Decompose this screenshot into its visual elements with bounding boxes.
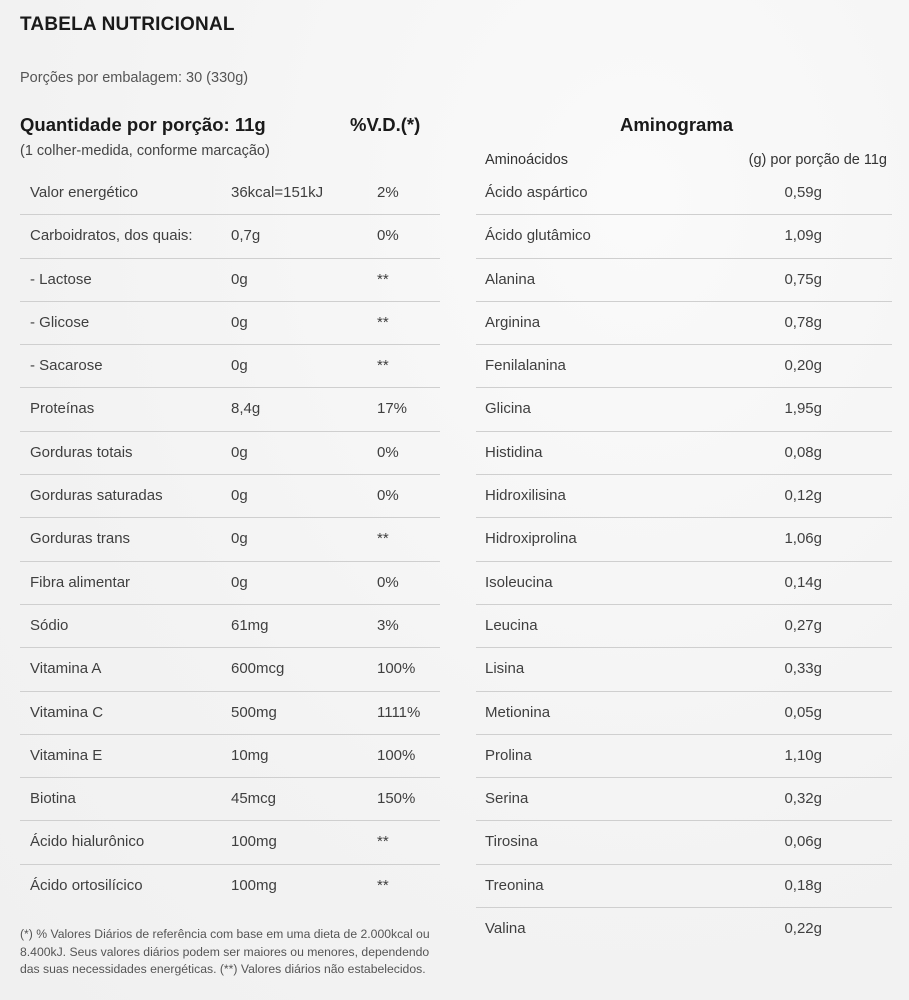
table-row [476, 302, 892, 345]
amino-acid-name: Tirosina [485, 833, 538, 851]
nutrient-amount: 0g [231, 487, 248, 505]
table-row [476, 692, 892, 735]
table-row [476, 821, 892, 864]
table-row [476, 172, 892, 215]
nutrient-name: Vitamina E [30, 746, 103, 764]
table-row [476, 518, 892, 561]
amount-column-header: (g) por porção de 11g [748, 152, 887, 168]
nutrient-amount: 0g [231, 530, 248, 548]
table-row [476, 432, 892, 475]
nutrient-daily-value: ** [377, 357, 389, 375]
nutrient-name: Gorduras totais [30, 443, 133, 461]
table-row [20, 865, 440, 908]
amino-acid-amount: 0,14g [784, 573, 822, 591]
table-row [476, 865, 892, 908]
table-row [476, 605, 892, 648]
amino-acid-name: Treonina [485, 876, 544, 894]
table-row [20, 605, 440, 648]
amino-acid-amount: 0,32g [784, 790, 822, 808]
nutrient-name: Carboidratos, dos quais: [30, 227, 193, 245]
nutrient-daily-value: 100% [377, 660, 416, 678]
amino-acid-amount: 0,78g [784, 313, 822, 331]
nutrient-daily-value: ** [377, 270, 389, 288]
page-title: TABELA NUTRICIONAL [20, 14, 235, 35]
aminogram-table [476, 172, 892, 951]
table-row [20, 215, 440, 258]
nutrient-name: Vitamina A [30, 660, 102, 678]
nutrition-header [20, 114, 440, 140]
nutrient-daily-value: ** [377, 876, 389, 894]
table-row [476, 735, 892, 778]
amino-column-header: Aminoácidos [485, 152, 569, 168]
nutrient-name: Ácido ortosilícico [30, 876, 143, 894]
nutrient-amount: 10mg [231, 746, 269, 764]
daily-value-heading: %V.D.(*) [350, 114, 421, 135]
amino-acid-name: Histidina [485, 443, 543, 461]
amino-acid-amount: 0,05g [784, 703, 822, 721]
nutrient-amount: 0g [231, 357, 248, 375]
nutrient-name: - Sacarose [30, 357, 103, 375]
nutrient-amount: 0g [231, 270, 248, 288]
table-row [476, 908, 892, 951]
nutrient-daily-value: 0% [377, 443, 399, 461]
nutrient-daily-value: 1111% [377, 703, 421, 721]
nutrient-daily-value: 3% [377, 616, 399, 634]
amino-acid-name: Hidroxiprolina [485, 530, 577, 548]
nutrient-daily-value: 0% [377, 487, 399, 505]
aminogram-header [476, 150, 892, 172]
table-row [20, 345, 440, 388]
nutrient-amount: 45mcg [231, 790, 277, 808]
table-row [20, 518, 440, 561]
amino-acid-amount: 0,06g [784, 833, 822, 851]
table-row [20, 821, 440, 864]
amino-acid-amount: 0,59g [784, 184, 822, 201]
table-row [20, 388, 440, 431]
nutrient-name: - Lactose [30, 270, 92, 288]
amino-acid-amount: 1,06g [784, 530, 822, 548]
amino-acid-name: Isoleucina [485, 573, 553, 591]
nutrient-daily-value: ** [377, 530, 389, 548]
table-row [20, 432, 440, 475]
amino-acid-name: Prolina [485, 746, 532, 764]
amino-acid-amount: 1,10g [784, 746, 822, 764]
amino-acid-name: Serina [485, 790, 529, 808]
servings-per-package: Porções por embalagem: 30 (330g) [20, 70, 249, 86]
table-row [476, 475, 892, 518]
serving-quantity-heading: Quantidade por porção: 11g [20, 114, 266, 135]
amino-acid-amount: 1,95g [784, 400, 822, 418]
aminogram-title: Aminograma [620, 114, 734, 135]
table-row [20, 475, 440, 518]
nutrient-amount: 0g [231, 313, 248, 331]
table-row [476, 388, 892, 431]
amino-acid-amount: 0,20g [784, 357, 822, 375]
amino-acid-name: Valina [485, 920, 526, 938]
amino-acid-name: Ácido aspártico [485, 184, 588, 201]
table-row [476, 259, 892, 302]
table-row [20, 562, 440, 605]
nutrient-name: - Glicose [30, 313, 90, 331]
amino-acid-name: Metionina [485, 703, 551, 721]
nutrient-name: Biotina [30, 790, 76, 808]
amino-acid-amount: 0,75g [784, 270, 822, 288]
nutrient-name: Sódio [30, 616, 69, 634]
table-row [476, 562, 892, 605]
nutrient-amount: 100mg [231, 876, 277, 894]
footnote: (*) % Valores Diários de referência com base em uma dieta de 2.000kcal ou 8.400kJ. Seus valores diários podem ser maiores ou menores, dependendo das suas necessidades energéticas. (**) Valores diários não estabelecidos. [20, 927, 430, 976]
nutrition-table [20, 172, 440, 908]
nutrient-amount: 0,7g [231, 227, 261, 245]
amino-acid-amount: 0,33g [784, 660, 822, 678]
amino-acid-name: Glicina [485, 400, 531, 418]
nutrient-daily-value: ** [377, 313, 389, 331]
nutrient-daily-value: ** [377, 833, 389, 851]
nutrient-daily-value: 0% [377, 227, 399, 245]
nutrient-daily-value: 17% [377, 400, 408, 418]
amino-acid-amount: 0,08g [784, 443, 822, 461]
amino-acid-amount: 0,22g [784, 920, 822, 938]
nutrient-daily-value: 2% [377, 184, 399, 201]
amino-acid-amount: 0,27g [784, 616, 822, 634]
serving-description: (1 colher-medida, conforme marcação) [20, 143, 270, 159]
nutrient-daily-value: 150% [377, 790, 416, 808]
nutrient-name: Vitamina C [30, 703, 104, 721]
nutrient-amount: 0g [231, 573, 248, 591]
table-row [20, 302, 440, 345]
nutrient-amount: 61mg [231, 616, 269, 634]
amino-acid-name: Lisina [485, 660, 525, 678]
nutrient-amount: 600mcg [231, 660, 285, 678]
table-row [20, 692, 440, 735]
table-row [476, 215, 892, 258]
nutrient-name: Valor energético [30, 184, 139, 201]
table-row [20, 259, 440, 302]
table-row [20, 735, 440, 778]
nutrient-name: Gorduras trans [30, 530, 131, 548]
table-row [20, 172, 440, 215]
nutrient-daily-value: 0% [377, 573, 399, 591]
nutrient-name: Gorduras saturadas [30, 487, 163, 505]
amino-acid-amount: 0,18g [784, 876, 822, 894]
amino-acid-name: Alanina [485, 270, 536, 288]
amino-acid-amount: 0,12g [784, 487, 822, 505]
amino-acid-name: Hidroxilisina [485, 487, 566, 505]
nutrient-name: Ácido hialurônico [30, 833, 145, 851]
amino-acid-name: Leucina [485, 616, 538, 634]
nutrient-name: Fibra alimentar [30, 573, 131, 591]
nutrient-amount: 100mg [231, 833, 277, 851]
table-row [476, 648, 892, 691]
amino-acid-name: Arginina [485, 313, 541, 331]
amino-acid-amount: 1,09g [784, 227, 822, 245]
table-row [476, 345, 892, 388]
table-row [476, 778, 892, 821]
nutrient-daily-value: 100% [377, 746, 416, 764]
table-row [20, 648, 440, 691]
nutrient-amount: 500mg [231, 703, 277, 721]
nutrient-amount: 8,4g [231, 400, 261, 418]
amino-acid-name: Ácido glutâmico [485, 227, 591, 245]
table-row [20, 778, 440, 821]
nutrient-amount: 36kcal=151kJ [231, 184, 324, 201]
nutrient-amount: 0g [231, 443, 248, 461]
nutrient-name: Proteínas [30, 400, 95, 418]
amino-acid-name: Fenilalanina [485, 357, 566, 375]
